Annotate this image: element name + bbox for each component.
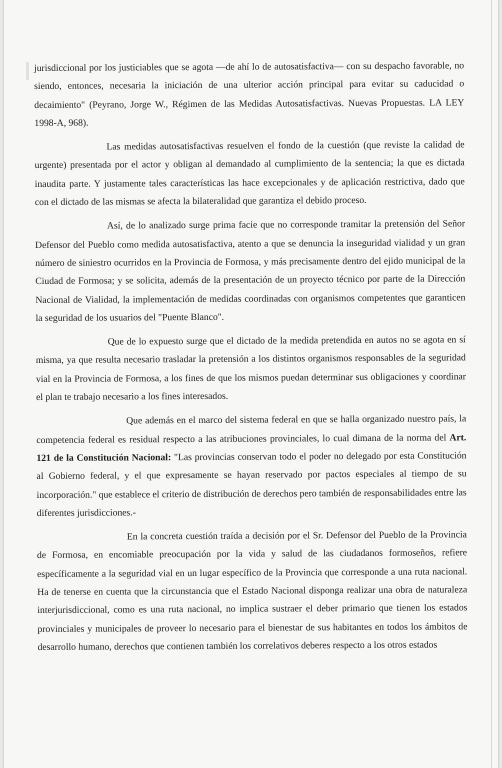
- paragraph-exposition: Que de lo expuesto surge que el dictado de la medida pretendida en autos no se agota en sí misma, ya que resulta necesario trasladar la pretensión a los distintos organismos responsables de la seguridad vial en la Provincia de Formosa, a los fines de que los mismos puedan determinar sus obligaciones y coordinar el plan te trabajo necesario a los fines interesados.: [35, 334, 466, 404]
- scan-edge: [491, 0, 492, 768]
- article-reference: Art. 121 de la Constitución Nacional:: [36, 432, 467, 464]
- document-body: [34, 57, 468, 663]
- document-page: [4, 0, 498, 768]
- scan-mark: [26, 62, 29, 80]
- paragraph-analysis: Así, de lo analizado surge prima facie que no corresponde tramitar la pretensión del Señor Defensor del Pueblo como medida autosatisfactiva, atento a que se denuncia la inseguridad vialidad y un gran número de siniestro ocurridos en la Provincia de Formosa, y más precisamente dentro del ejido municipal de la Ciudad de Formosa; y se solicita, además de la presentación de un proyecto técnico por parte de la Dirección Nacional de Vialidad, la implementación de medidas coordinadas con organismos competentes que garanticen la seguridad de los usuarios del "Puente Blanco".: [35, 218, 466, 324]
- federal-text-b: "Las provincias conservan todo el poder no delegado por esta Constitución al Gobierno federal, y el que expresamente se hayan reservado por pactos especiales al tiempo de su incorporación." que establece el criterio de distribución de derechos pero también de responsabilidades entre las diferentes jurisdicciones.-: [36, 450, 467, 519]
- paragraph-concrete-question: En la concreta cuestión traída a decisión por el Sr. Defensor del Pueblo de la Provincia de Formosa, en encomiable preocupación por la vida y salud de las ciudadanos formoseños, refiere específicamente a la seguridad vial en un lugar específico de la Provincia que corresponde a una ruta nacional. Ha de tenerse en cuenta que la circunstancia que el Estado Nacional disponga realizar una obra de naturaleza interjurisdiccional, como es una ruta nacional, no implica sustraer el deber primario que tienen los estados provinciales y municipales de proveer lo necesario para el bienestar de sus habitantes en todos los ámbitos de desarrollo humano, derechos que contienen también los correlativos deberes respecto a los otros estados: [36, 529, 468, 653]
- paragraph-autosatisfactive-measures: Las medidas autosatisfactivas resuelven el fondo de la cuestión (que reviste la calidad de urgente) presentada por el actor y obligan al demandado al cumplimiento de la sentencia; la que es dictada inaudita parte. Y justamente tales características las hace excepcionales y de aplicación restrictiva, dado que con el dictado de las mismas se afecta la bilateralidad que garantiza el debido proceso.: [34, 139, 465, 209]
- federal-text-a: Que además en el marco del sistema federal en que se halla organizado nuestro país, la competencia federal es residual respecto a las atribuciones provinciales, lo cual dimana de la norma del: [36, 413, 467, 446]
- paragraph-federal-system: [36, 411, 467, 523]
- paragraph-citation: jurisdiccional por los justiciables que se agota —de ahí lo de autosatisfactiva— con su despacho favorable, no siendo, entonces, necesaria la iniciación de una ulterior acción principal para evitar su caducidad o decaimiento" (Peyrano, Jorge W., Régimen de las Medidas Autosatisfactivas. Nuevas Propuestas. LA LEY 1998-A, 968).: [34, 60, 465, 129]
